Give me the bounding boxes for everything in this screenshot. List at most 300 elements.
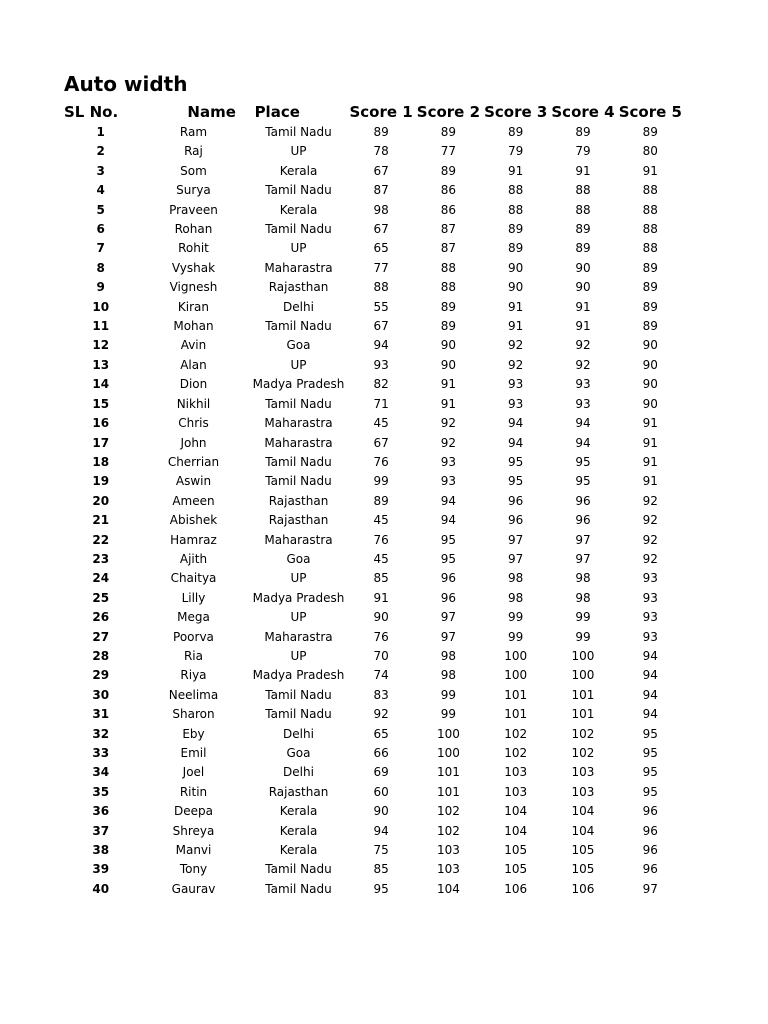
cell-score-3: 100	[504, 668, 528, 683]
header-score-2: Score 2	[416, 103, 481, 121]
cell-sl-no: 11	[92, 319, 110, 334]
cell-score-5: 95	[642, 784, 658, 799]
cell-score-1: 77	[373, 260, 389, 275]
cell-score-3: 89	[508, 241, 524, 256]
cell-score-1: 89	[373, 125, 389, 139]
cell-score-5: 92	[642, 493, 658, 508]
cell-name: Eby	[182, 726, 205, 741]
cell-score-1: 67	[373, 435, 389, 450]
cell-score-3: 91	[508, 163, 524, 178]
cell-score-4: 91	[575, 299, 591, 314]
table-row	[64, 744, 684, 763]
cell-place: UP	[290, 357, 307, 372]
cell-score-3: 90	[508, 280, 524, 295]
table-row	[64, 550, 684, 569]
scores-table	[64, 101, 684, 899]
cell-score-4: 79	[575, 144, 591, 159]
cell-name: Joel	[182, 765, 205, 780]
cell-place: Rajasthan	[268, 493, 329, 508]
table-row	[64, 259, 684, 278]
cell-score-5: 92	[642, 513, 658, 528]
table-row	[64, 686, 684, 705]
cell-score-3: 102	[504, 746, 528, 760]
cell-score-4: 106	[571, 881, 595, 896]
cell-name: Surya	[176, 183, 211, 198]
cell-score-4: 90	[575, 260, 591, 275]
header-name: Name	[187, 103, 236, 121]
cell-place: Rajasthan	[268, 784, 329, 799]
cell-score-5: 93	[642, 571, 658, 586]
cell-score-5: 91	[642, 454, 658, 469]
cell-place: UP	[290, 241, 307, 256]
cell-place: Tamil Nadu	[265, 707, 332, 722]
cell-score-2: 87	[440, 222, 457, 237]
cell-sl-no: 5	[96, 202, 105, 217]
cell-score-3: 99	[508, 610, 524, 625]
cell-score-3: 89	[508, 222, 524, 237]
cell-name: Lilly	[181, 590, 206, 605]
cell-score-4: 91	[575, 163, 591, 178]
cell-score-4: 103	[571, 784, 595, 799]
cell-score-4: 94	[575, 435, 591, 450]
cell-score-4: 92	[575, 357, 591, 372]
cell-score-3: 99	[508, 629, 524, 644]
cell-score-4: 89	[575, 125, 591, 139]
cell-score-2: 97	[440, 610, 457, 625]
cell-score-1: 88	[373, 280, 389, 295]
cell-score-3: 94	[508, 435, 524, 450]
cell-place: Maharastra	[264, 416, 333, 431]
cell-sl-no: 10	[92, 299, 110, 314]
table-body	[64, 123, 684, 899]
cell-score-1: 94	[373, 823, 389, 838]
cell-score-1: 89	[373, 493, 389, 508]
cell-place: Tamil Nadu	[265, 396, 332, 411]
cell-score-5: 95	[642, 746, 658, 760]
cell-score-5: 90	[642, 377, 658, 392]
cell-score-5: 94	[642, 707, 658, 722]
table-row	[64, 453, 684, 472]
header-score-5: Score 5	[618, 103, 682, 121]
cell-place: Kerala	[279, 823, 318, 838]
cell-score-3: 96	[508, 493, 524, 508]
cell-score-3: 101	[504, 707, 528, 722]
cell-score-3: 93	[508, 396, 524, 411]
cell-score-2: 93	[440, 454, 457, 469]
cell-sl-no: 31	[92, 707, 110, 722]
table-row	[64, 822, 684, 841]
cell-score-3: 98	[508, 590, 524, 605]
cell-score-5: 94	[642, 648, 658, 663]
cell-name: Kiran	[177, 299, 210, 314]
cell-score-3: 92	[508, 338, 524, 353]
cell-score-3: 88	[508, 202, 524, 217]
cell-sl-no: 16	[92, 416, 110, 431]
cell-place: Maharastra	[264, 532, 333, 547]
cell-sl-no: 33	[92, 746, 110, 760]
cell-score-4: 99	[575, 629, 591, 644]
cell-score-1: 45	[373, 513, 389, 528]
cell-score-4: 89	[575, 241, 591, 256]
cell-score-5: 88	[642, 222, 658, 237]
cell-score-2: 100	[436, 746, 460, 760]
table-row	[64, 414, 684, 433]
cell-sl-no: 39	[92, 862, 110, 877]
cell-score-4: 96	[575, 513, 591, 528]
cell-score-3: 100	[504, 648, 528, 663]
cell-score-4: 93	[575, 377, 591, 392]
cell-score-1: 67	[373, 222, 389, 237]
cell-name: Neelima	[168, 687, 219, 702]
cell-sl-no: 13	[92, 357, 110, 372]
cell-score-4: 93	[575, 396, 591, 411]
table-row	[64, 666, 684, 685]
table-row	[64, 763, 684, 782]
table-row	[64, 589, 684, 608]
cell-place: Tamil Nadu	[265, 319, 332, 334]
table-row	[64, 434, 684, 453]
cell-score-1: 65	[373, 726, 389, 741]
cell-score-5: 91	[642, 474, 658, 489]
cell-name: Sharon	[172, 707, 215, 722]
cell-place: Tamil Nadu	[265, 222, 332, 237]
cell-score-5: 89	[642, 280, 658, 295]
cell-score-5: 91	[642, 163, 658, 178]
cell-score-3: 95	[508, 474, 524, 489]
cell-score-1: 78	[373, 144, 389, 159]
cell-sl-no: 4	[96, 183, 105, 198]
cell-name: Nikhil	[176, 396, 211, 411]
cell-score-1: 71	[373, 396, 389, 411]
cell-place: Tamil Nadu	[265, 183, 332, 198]
cell-score-2: 92	[440, 416, 457, 431]
cell-name: Gaurav	[171, 881, 216, 896]
cell-score-5: 94	[642, 687, 658, 702]
cell-score-2: 91	[440, 377, 457, 392]
table-row	[64, 375, 684, 394]
table-row	[64, 783, 684, 802]
cell-sl-no: 24	[92, 571, 110, 586]
cell-sl-no: 40	[92, 881, 110, 896]
cell-score-1: 60	[373, 784, 389, 799]
cell-score-1: 93	[373, 357, 389, 372]
cell-sl-no: 32	[92, 726, 110, 741]
cell-sl-no: 30	[92, 687, 110, 702]
cell-score-5: 89	[642, 260, 658, 275]
cell-score-2: 92	[440, 435, 457, 450]
cell-score-1: 74	[373, 668, 389, 683]
table-row	[64, 298, 684, 317]
cell-score-3: 106	[504, 881, 528, 896]
cell-score-2: 95	[440, 551, 457, 566]
cell-score-5: 96	[642, 862, 658, 877]
cell-score-4: 96	[575, 493, 591, 508]
cell-score-2: 89	[440, 319, 457, 334]
cell-score-1: 91	[373, 590, 389, 605]
cell-score-4: 100	[571, 648, 595, 663]
cell-sl-no: 1	[96, 125, 105, 139]
cell-score-1: 45	[373, 416, 389, 431]
cell-score-3: 105	[504, 843, 528, 858]
cell-sl-no: 14	[92, 377, 110, 392]
cell-score-3: 90	[508, 260, 524, 275]
cell-name: Mohan	[173, 319, 214, 334]
cell-score-3: 102	[504, 726, 528, 741]
cell-score-1: 94	[373, 338, 389, 353]
cell-score-2: 101	[436, 765, 460, 780]
cell-sl-no: 15	[92, 396, 110, 411]
cell-place: Kerala	[279, 843, 318, 858]
cell-sl-no: 19	[92, 474, 110, 489]
cell-score-1: 45	[373, 551, 389, 566]
cell-name: Poorva	[173, 629, 214, 644]
cell-name: Rohan	[174, 222, 213, 237]
cell-score-1: 95	[373, 881, 389, 896]
cell-score-3: 95	[508, 454, 524, 469]
cell-name: Vyshak	[171, 260, 216, 275]
cell-name: Dion	[179, 377, 208, 392]
cell-sl-no: 37	[92, 823, 110, 838]
cell-place: Delhi	[283, 299, 314, 314]
cell-score-3: 98	[508, 571, 524, 586]
cell-score-2: 96	[440, 571, 457, 586]
cell-score-5: 94	[642, 668, 658, 683]
cell-score-2: 98	[440, 668, 457, 683]
cell-score-3: 91	[508, 299, 524, 314]
cell-score-5: 80	[642, 144, 658, 159]
cell-name: Vignesh	[169, 280, 218, 295]
cell-score-5: 97	[642, 881, 658, 896]
cell-score-3: 103	[504, 765, 528, 780]
cell-name: Aswin	[175, 474, 212, 489]
cell-sl-no: 29	[92, 668, 110, 683]
cell-place: Tamil Nadu	[265, 687, 332, 702]
cell-place: Maharastra	[264, 629, 333, 644]
cell-score-4: 102	[571, 746, 595, 760]
table-row	[64, 162, 684, 181]
cell-score-4: 104	[571, 823, 595, 838]
cell-score-2: 103	[436, 862, 460, 877]
cell-name: Mega	[177, 610, 210, 625]
cell-name: Abishek	[169, 513, 218, 528]
header-row	[64, 101, 684, 123]
cell-place: Goa	[286, 551, 311, 566]
cell-place: Tamil Nadu	[265, 862, 332, 877]
cell-place: UP	[290, 648, 307, 663]
cell-score-4: 102	[571, 726, 595, 741]
cell-score-4: 100	[571, 668, 595, 683]
cell-name: Alan	[180, 357, 207, 372]
cell-score-1: 76	[373, 532, 389, 547]
table-row	[64, 220, 684, 239]
cell-name: Ajith	[179, 551, 208, 566]
cell-score-1: 83	[373, 687, 389, 702]
cell-score-4: 97	[575, 551, 591, 566]
cell-sl-no: 23	[92, 551, 110, 566]
cell-place: Tamil Nadu	[265, 454, 332, 469]
cell-score-2: 88	[440, 260, 457, 275]
cell-score-3: 103	[504, 784, 528, 799]
table-row	[64, 356, 684, 375]
cell-score-1: 75	[373, 843, 389, 858]
table-row	[64, 123, 684, 142]
cell-sl-no: 9	[96, 280, 105, 295]
cell-score-2: 86	[440, 202, 457, 217]
cell-score-1: 90	[373, 804, 389, 819]
cell-score-5: 95	[642, 726, 658, 741]
cell-name: Raj	[184, 144, 203, 159]
cell-score-5: 93	[642, 590, 658, 605]
cell-place: Madya Pradesh	[252, 668, 345, 683]
cell-sl-no: 6	[96, 222, 105, 237]
cell-name: Ameen	[172, 493, 215, 508]
table-row	[64, 880, 684, 899]
cell-place: Maharastra	[264, 435, 333, 450]
cell-score-3: 92	[508, 357, 524, 372]
header-sl-no: SL No.	[64, 103, 119, 121]
cell-score-2: 99	[440, 707, 457, 722]
cell-name: Praveen	[169, 202, 218, 217]
cell-place: Madya Pradesh	[252, 590, 345, 605]
cell-name: Cherrian	[167, 454, 220, 469]
cell-place: Tamil Nadu	[265, 881, 332, 896]
cell-score-2: 99	[440, 687, 457, 702]
cell-name: John	[180, 435, 207, 450]
cell-score-5: 88	[642, 202, 658, 217]
cell-score-1: 67	[373, 163, 389, 178]
cell-score-3: 96	[508, 513, 524, 528]
cell-score-5: 88	[642, 183, 658, 198]
cell-score-5: 93	[642, 629, 658, 644]
cell-sl-no: 18	[92, 454, 110, 469]
cell-score-2: 97	[440, 629, 457, 644]
cell-place: Kerala	[279, 202, 318, 217]
cell-name: Deepa	[173, 804, 213, 819]
cell-place: UP	[290, 571, 307, 586]
cell-score-4: 103	[571, 765, 595, 780]
cell-score-4: 91	[575, 319, 591, 334]
table-row	[64, 860, 684, 879]
cell-score-2: 87	[440, 241, 457, 256]
cell-place: Goa	[286, 338, 311, 353]
cell-score-3: 104	[504, 804, 528, 819]
cell-score-1: 76	[373, 454, 389, 469]
cell-name: Tony	[179, 862, 208, 877]
cell-score-3: 105	[504, 862, 528, 877]
table-row	[64, 395, 684, 414]
cell-score-5: 91	[642, 435, 658, 450]
cell-score-2: 94	[440, 513, 457, 528]
table-row	[64, 705, 684, 724]
cell-score-5: 93	[642, 610, 658, 625]
cell-sl-no: 12	[92, 338, 110, 353]
cell-place: Rajasthan	[268, 513, 329, 528]
cell-score-5: 91	[642, 416, 658, 431]
cell-place: Kerala	[279, 163, 318, 178]
cell-place: Delhi	[283, 726, 314, 741]
table-row	[64, 569, 684, 588]
cell-score-2: 96	[440, 590, 457, 605]
cell-score-3: 93	[508, 377, 524, 392]
table-row	[64, 239, 684, 258]
table-row	[64, 181, 684, 200]
cell-sl-no: 38	[92, 843, 110, 858]
cell-place: UP	[290, 610, 307, 625]
cell-sl-no: 27	[92, 629, 110, 644]
cell-score-1: 87	[373, 183, 389, 198]
cell-name: Som	[180, 163, 207, 178]
cell-score-5: 88	[642, 241, 658, 256]
cell-score-5: 89	[642, 299, 658, 314]
cell-score-1: 82	[373, 377, 389, 392]
cell-score-2: 90	[440, 338, 457, 353]
table-row	[64, 802, 684, 821]
cell-sl-no: 20	[92, 493, 110, 508]
cell-score-2: 100	[436, 726, 460, 741]
cell-score-3: 97	[508, 551, 524, 566]
cell-score-3: 97	[508, 532, 524, 547]
cell-score-3: 89	[508, 125, 524, 139]
cell-sl-no: 34	[92, 765, 110, 780]
cell-score-3: 79	[508, 144, 524, 159]
cell-name: Riya	[180, 668, 207, 683]
table-row	[64, 317, 684, 336]
cell-sl-no: 21	[92, 513, 110, 528]
header-score-1: Score 1	[349, 103, 413, 121]
cell-score-5: 90	[642, 357, 658, 372]
cell-place: Maharastra	[264, 260, 333, 275]
cell-sl-no: 35	[92, 784, 110, 799]
cell-place: Madya Pradesh	[252, 377, 345, 392]
cell-place: Kerala	[279, 804, 318, 819]
cell-score-5: 96	[642, 823, 658, 838]
cell-score-1: 85	[373, 571, 389, 586]
cell-place: Tamil Nadu	[265, 125, 332, 139]
cell-sl-no: 3	[96, 163, 105, 178]
cell-score-2: 95	[440, 532, 457, 547]
cell-score-2: 94	[440, 493, 457, 508]
cell-sl-no: 36	[92, 804, 110, 819]
cell-name: Hamraz	[170, 532, 217, 547]
cell-name: Ria	[183, 648, 203, 663]
cell-sl-no: 25	[92, 590, 110, 605]
sheet-title: Auto width	[64, 72, 188, 96]
cell-score-4: 105	[571, 862, 595, 877]
cell-score-4: 99	[575, 610, 591, 625]
cell-score-4: 90	[575, 280, 591, 295]
cell-score-5: 92	[642, 532, 658, 547]
cell-name: Shreya	[172, 823, 215, 838]
header-place: Place	[254, 103, 300, 121]
cell-name: Ritin	[179, 784, 208, 799]
cell-score-2: 89	[440, 125, 457, 139]
cell-score-2: 104	[436, 881, 460, 896]
cell-score-3: 101	[504, 687, 528, 702]
cell-score-1: 66	[373, 746, 389, 760]
cell-name: Ram	[179, 125, 208, 139]
cell-score-2: 89	[440, 299, 457, 314]
cell-score-3: 91	[508, 319, 524, 334]
table-row	[64, 511, 684, 530]
cell-sl-no: 17	[92, 435, 110, 450]
cell-score-2: 89	[440, 163, 457, 178]
cell-score-4: 97	[575, 532, 591, 547]
cell-name: Manvi	[175, 843, 212, 858]
cell-score-1: 70	[373, 648, 389, 663]
cell-score-1: 76	[373, 629, 389, 644]
table-header	[64, 101, 684, 123]
cell-sl-no: 22	[92, 532, 110, 547]
